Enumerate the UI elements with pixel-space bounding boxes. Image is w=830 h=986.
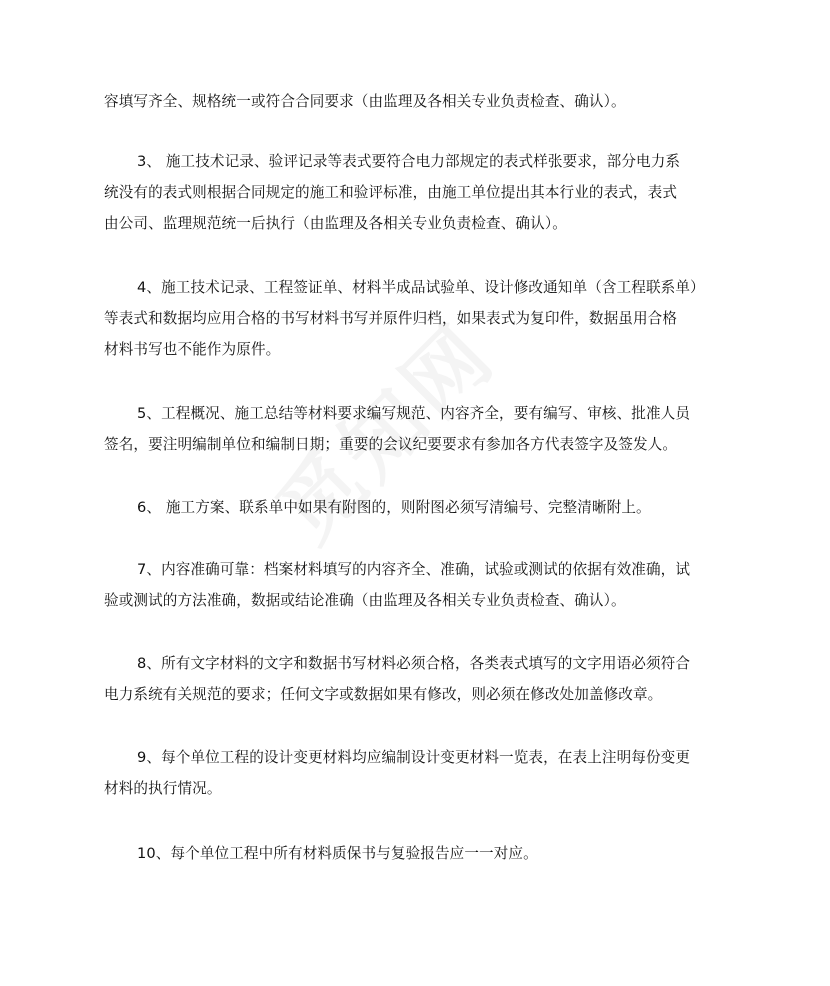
text-line: 材料的执行情况。 bbox=[104, 780, 222, 797]
text-line: 5、工程概况、施工总结等材料要求编写规范、内容齐全，要有编写、审核、批准人员 bbox=[137, 405, 691, 422]
paragraph-item-3 bbox=[104, 146, 734, 239]
paragraph-item-6 bbox=[104, 492, 734, 523]
paragraph-item-4 bbox=[104, 272, 734, 365]
text-line: 等表式和数据均应用合格的书写材料书写并原件归档，如果表式为复印件，数据虽用合格 bbox=[104, 310, 678, 327]
text-line: 6、 施工方案、联系单中如果有附图的，则附图必须写清编号、完整清晰附上。 bbox=[137, 499, 651, 516]
text-line: 3、 施工技术记录、验评记录等表式要符合电力部规定的表式样张要求，部分电力系 bbox=[137, 153, 681, 170]
text-line: 电力系统有关规范的要求；任何文字或数据如果有修改，则必须在修改处加盖修改章。 bbox=[104, 686, 663, 703]
text-line: 4、施工技术记录、工程签证单、材料半成品试验单、设计修改通知单（含工程联系单） bbox=[137, 279, 705, 296]
text-line: 9、每个单位工程的设计变更材料均应编制设计变更材料一览表，在表上注明每份变更 bbox=[137, 749, 691, 766]
paragraph-continuation bbox=[104, 86, 734, 117]
text-line: 材料书写也不能作为原件。 bbox=[104, 341, 281, 358]
paragraph-item-10 bbox=[104, 838, 734, 869]
text-line: 容填写齐全、规格统一或符合合同要求（由监理及各相关专业负责检查、确认）。 bbox=[104, 93, 626, 110]
text-line: 由公司、监理规范统一后执行（由监理及各相关专业负责检查、确认）。 bbox=[104, 215, 567, 232]
paragraph-item-8 bbox=[104, 648, 734, 710]
text-line: 验或测试的方法准确，数据或结论准确（由监理及各相关专业负责检查、确认）。 bbox=[104, 592, 626, 609]
text-line: 签名，要注明编制单位和编制日期；重要的会议纪要要求有参加各方代表签字及签发人。 bbox=[104, 436, 678, 453]
paragraph-item-5 bbox=[104, 398, 734, 460]
paragraph-item-9 bbox=[104, 742, 734, 804]
text-line: 统没有的表式则根据合同规定的施工和验评标准，由施工单位提出其本行业的表式，表式 bbox=[104, 184, 678, 201]
text-line: 10、每个单位工程中所有材料质保书与复验报告应一一对应。 bbox=[137, 845, 538, 862]
text-line: 7、内容准确可靠：档案材料填写的内容齐全、准确，试验或测试的依据有效准确，试 bbox=[137, 561, 691, 578]
paragraph-item-7 bbox=[104, 554, 734, 616]
text-line: 8、所有文字材料的文字和数据书写材料必须合格，各类表式填写的文字用语必须符合 bbox=[137, 655, 691, 672]
